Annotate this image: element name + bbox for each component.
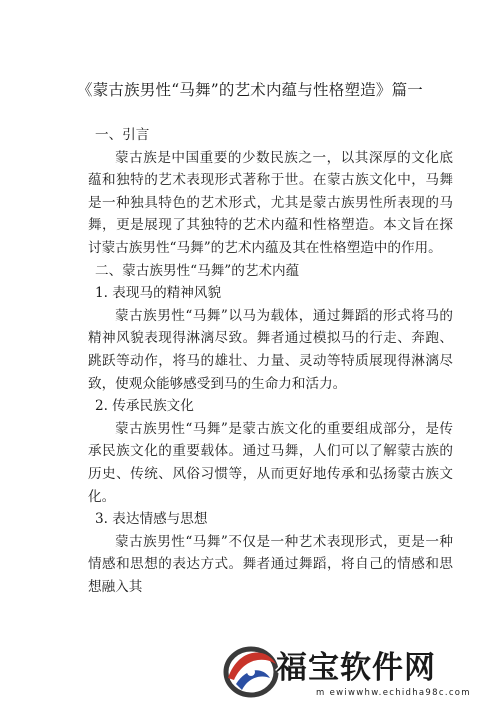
section-heading: 2. 传承民族文化	[95, 398, 194, 415]
body-paragraph: 蒙古族男性“马舞”不仅是一种艺术表现形式，更是一种情感和思想的表达方式。舞者通过舞蹈，将自己的情感和思想融入其	[88, 533, 453, 595]
watermark-brand-text: 福宝软件网	[276, 650, 436, 686]
section-heading: 二、蒙古族男性“马舞”的艺术内蕴	[95, 262, 300, 279]
body-paragraph: 蒙古族男性“马舞”以马为载体，通过舞蹈的形式将马的精神风貌表现得淋漓尽致。舞者通过模拟马的行走、奔跑、跳跃等动作，将马的雄壮、力量、灵动等特质展现得淋漓尽致，使观众能够感受到马的生命力和活力。	[88, 307, 453, 392]
section-heading: 1. 表现马的精神风貌	[95, 285, 222, 302]
section-heading: 3. 表达情感与思想	[95, 511, 208, 528]
brand-swirl-logo-icon	[218, 638, 282, 700]
section-heading: 一、引言	[95, 127, 150, 143]
body-paragraph: 蒙古族是中国重要的少数民族之一，以其深厚的文化底蕴和独特的艺术表现形式著称于世。在蒙古族文化中，马舞是一种独具特色的艺术形式，尤其是蒙古族男性所表现的马舞，更是展现了其独特的艺术内蕴和性格塑造。本文旨在探讨蒙古族男性“马舞”的艺术内蕴及其在性格塑造中的作用。	[88, 149, 453, 256]
watermark-url: m ewiwwhw.echidha98c.com	[316, 688, 471, 698]
document-title: 《蒙古族男性“马舞”的艺术内蕴与性格塑造》篇一	[77, 81, 423, 99]
document-body	[88, 124, 453, 598]
body-paragraph: 蒙古族男性“马舞”是蒙古族文化的重要组成部分，是传承民族文化的重要载体。通过马舞，人们可以了解蒙古族的历史、传统、风俗习惯等，从而更好地传承和弘扬蒙古族文化。	[88, 420, 453, 505]
watermark	[218, 638, 500, 707]
